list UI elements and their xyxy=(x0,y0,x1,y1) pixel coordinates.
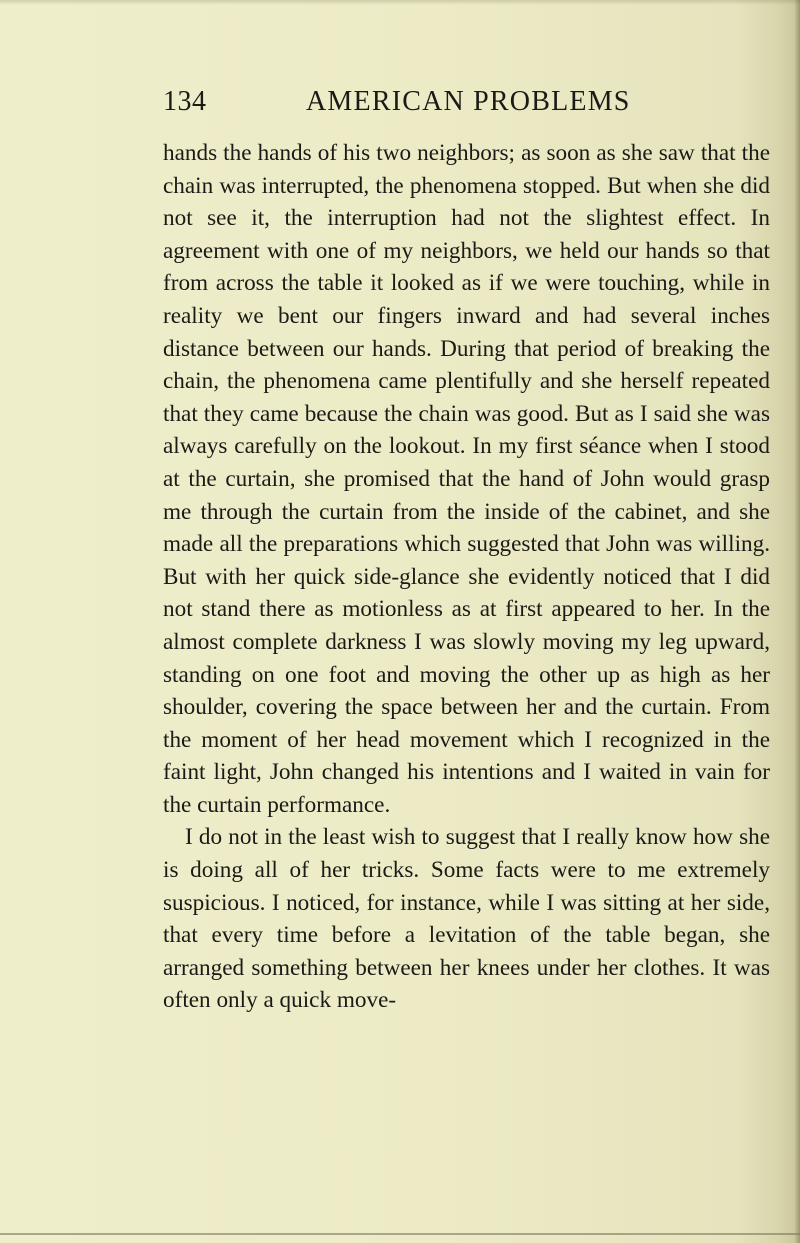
paragraph-1: hands the hands of his two neighbors; as soon as she saw that the chain was interrupted, the phenomena stopped. But when she did not see it, the interruption had not the slightest effect. In agreement with one of my neighbors, we held our hands so that from across the table it looked as if we were touching, while in reality we bent our fingers inward and had several inches distance between our hands. During that period of breaking the chain, the phenomena came plentifully and she herself repeated that they came because the chain was good. But as I said she was always carefully on the lookout. In my first séance when I stood at the curtain, she promised that the hand of John would grasp me through the curtain from the inside of the cabinet, and she made all the preparations which suggested that John was willing. But with her quick side-glance she evidently noticed that I did not stand there as motionless as at first appeared to her. In the almost complete darkness I was slowly moving my leg upward, standing on one foot and moving the other up as high as her shoulder, covering the space between her and the curtain. From the moment of her head movement which I recognized in the faint light, John changed his intentions and I waited in vain for the curtain performance. xyxy=(163,140,770,818)
page-header xyxy=(163,86,770,126)
body-text xyxy=(163,137,770,1017)
page-number: 134 xyxy=(163,86,207,117)
scan-bottom-edge xyxy=(0,1233,800,1235)
page-top-shadow xyxy=(0,0,800,5)
paragraph-2: I do not in the least wish to suggest that I really know how she is doing all of her tricks. Some facts were to me extremely suspicious. I noticed, for instance, while I was sitting at her side, that every time before a levitation of the table began, she arranged something between her knees under her clothes. It was often only a quick move- xyxy=(163,824,770,1014)
page-edge-shadow xyxy=(794,0,800,1243)
running-head: AMERICAN PROBLEMS xyxy=(306,86,631,117)
